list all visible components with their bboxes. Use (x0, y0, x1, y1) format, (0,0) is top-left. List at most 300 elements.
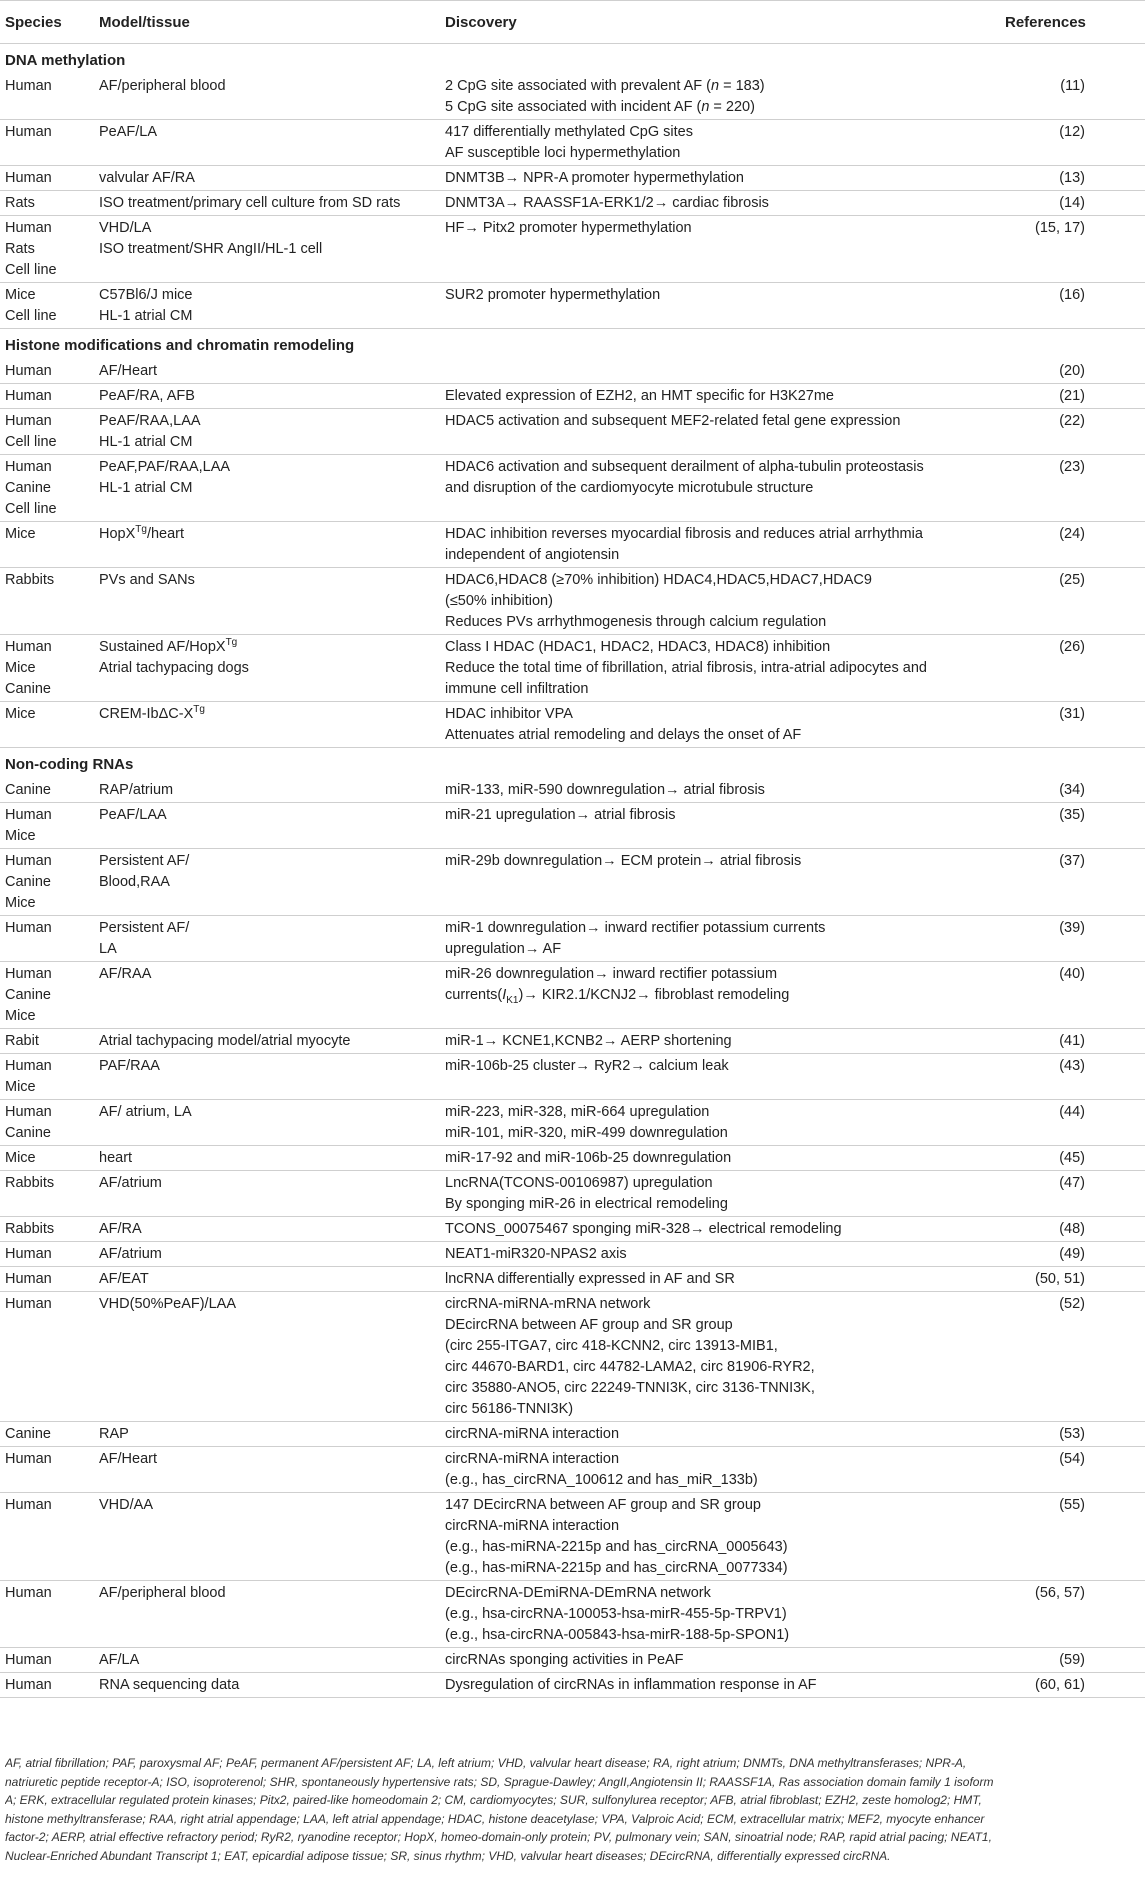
cell-species (0, 778, 94, 803)
table-row (0, 409, 1145, 455)
cell-discovery-line: immune cell infiltration (445, 681, 589, 697)
cell-model-line: AF/peripheral blood (99, 78, 226, 94)
cell-model (94, 1673, 440, 1698)
cell-references-line: (47) (1059, 1175, 1085, 1191)
cell-model-line: VHD(50%PeAF)/LAA (99, 1296, 236, 1312)
cell-discovery-line: 5 CpG site associated with incident AF (n = 220) (445, 99, 755, 115)
cell-references (1000, 568, 1145, 635)
cell-species-line: Human (5, 220, 52, 236)
cell-species-line: Human (5, 170, 52, 186)
cell-species-line: Cell line (5, 262, 57, 278)
cell-discovery (440, 1146, 1000, 1171)
cell-discovery (440, 359, 1000, 384)
cell-model-line: VHD/LA (99, 220, 152, 236)
cell-references-line: (55) (1059, 1497, 1085, 1513)
cell-species-line: Human (5, 1585, 52, 1601)
cell-model-line: PeAF/RA, AFB (99, 388, 195, 404)
cell-model-line: AF/atrium (99, 1246, 162, 1262)
cell-references (1000, 849, 1145, 916)
cell-references (1000, 1292, 1145, 1422)
cell-discovery (440, 1447, 1000, 1493)
cell-species (0, 1029, 94, 1054)
cell-references (1000, 384, 1145, 409)
section-header (0, 748, 1145, 779)
cell-discovery (440, 409, 1000, 455)
cell-species (0, 455, 94, 522)
cell-references (1000, 283, 1145, 329)
cell-references (1000, 191, 1145, 216)
cell-model-line: PeAF/LAA (99, 807, 167, 823)
cell-model (94, 191, 440, 216)
cell-references-line: (40) (1059, 966, 1085, 982)
cell-species-line: Rabbits (5, 572, 55, 588)
cell-discovery-line: miR-21 upregulation→ atrial fibrosis (445, 807, 676, 823)
cell-model-line: Sustained AF/HopX$^{Tg}$ (99, 637, 238, 655)
cell-references-line: (22) (1059, 413, 1085, 429)
cell-discovery-line: (e.g., hsa-circRNA-100053-hsa-mirR-455-5p-TRPV1) (445, 1606, 787, 1622)
cell-model-line: PAF/RAA (99, 1058, 160, 1074)
cell-discovery (440, 1100, 1000, 1146)
cell-model (94, 916, 440, 962)
cell-model-line: PeAF,PAF/RAA,LAA (99, 459, 231, 475)
cell-references-line: (16) (1059, 287, 1085, 303)
cell-discovery-line: (e.g., hsa-circRNA-005843-hsa-mirR-188-5p-SPON1) (445, 1627, 790, 1643)
cell-discovery (440, 1267, 1000, 1292)
cell-discovery-line: Reduce the total time of fibrillation, atrial fibrosis, intra-atrial adipocytes and (445, 660, 927, 676)
cell-species-line: Human (5, 1451, 52, 1467)
cell-references (1000, 359, 1145, 384)
cell-references-line: (56, 57) (1035, 1585, 1085, 1601)
table-row (0, 1242, 1145, 1267)
cell-model-line: PVs and SANs (99, 572, 195, 588)
cell-references (1000, 803, 1145, 849)
cell-references-line: (44) (1059, 1104, 1085, 1120)
cell-species (0, 1673, 94, 1698)
cell-model (94, 1292, 440, 1422)
cell-species (0, 568, 94, 635)
cell-model-line: ISO treatment/primary cell culture from SD rats (99, 195, 401, 211)
cell-species-line: Cell line (5, 501, 57, 517)
cell-species-line: Cell line (5, 434, 57, 450)
cell-model-line: valvular AF/RA (99, 170, 195, 186)
cell-model (94, 849, 440, 916)
cell-discovery-line: circRNA-miRNA interaction (445, 1451, 620, 1467)
table-row (0, 74, 1145, 120)
cell-references (1000, 1029, 1145, 1054)
cell-species-line: Mice (5, 287, 36, 303)
cell-discovery-line: AF susceptible loci hypermethylation (445, 145, 681, 161)
table-row (0, 120, 1145, 166)
cell-discovery (440, 166, 1000, 191)
footnote-line: factor-2; AERP, atrial effective refractory period; RyR2, ryanodine receptor; HopX, homeo-domain-only protein; PV, pulmonary vein; SAN, sinoatrial node; RAP, rapid atrial pacing; NEAT1, (5, 1830, 992, 1844)
cell-references-line: (48) (1059, 1221, 1085, 1237)
cell-discovery (440, 1493, 1000, 1581)
cell-model-line: RAP/atrium (99, 782, 174, 798)
cell-references-line: (52) (1059, 1296, 1085, 1312)
cell-species-line: Human (5, 1271, 52, 1287)
cell-species-line: Human (5, 1677, 52, 1693)
cell-discovery-line: circRNAs sponging activities in PeAF (445, 1652, 684, 1668)
cell-species (0, 1292, 94, 1422)
cell-model-line: PeAF/RAA,LAA (99, 413, 201, 429)
cell-species (0, 803, 94, 849)
cell-discovery (440, 1242, 1000, 1267)
table-row (0, 1292, 1145, 1422)
cell-model-line: LA (99, 941, 117, 957)
cell-references-line: (11) (1060, 78, 1085, 94)
cell-discovery-line: miR-1→ KCNE1,KCNB2→ AERP shortening (445, 1033, 732, 1049)
cell-discovery-line: (circ 255-ITGA7, circ 418-KCNN2, circ 13913-MIB1, (445, 1338, 778, 1354)
cell-discovery-line: 2 CpG site associated with prevalent AF (n = 183) (445, 78, 765, 94)
cell-model-line: HL-1 atrial CM (99, 308, 193, 324)
cell-species-line: Human (5, 124, 52, 140)
table-row (0, 962, 1145, 1029)
table-row (0, 1648, 1145, 1673)
cell-species-line: Human (5, 1246, 52, 1262)
cell-species (0, 1267, 94, 1292)
cell-species (0, 1146, 94, 1171)
cell-model-line: Blood,RAA (99, 874, 170, 890)
footnote-line: AF, atrial fibrillation; PAF, paroxysmal AF; PeAF, permanent AF/persistent AF; LA, left atrium; VHD, valvular heart disease; RA, right atrium; DNMTs, DNA methyltransferases; NPR-A, (5, 1756, 967, 1770)
cell-species-line: Mice (5, 1150, 36, 1166)
cell-model (94, 1146, 440, 1171)
footnote-line: Nuclear-Enriched Abundant Transcript 1; EAT, epicardial adipose tissue; SR, sinus rhythm; VHD, valvular heart diseases; DEcircRNA, differentially expressed circRNA. (5, 1848, 891, 1863)
cell-species-line: Human (5, 388, 52, 404)
cell-discovery (440, 916, 1000, 962)
table-row (0, 1581, 1145, 1648)
cell-species-line: Mice (5, 526, 36, 542)
cell-model-line: Persistent AF/ (99, 853, 190, 869)
cell-references (1000, 166, 1145, 191)
cell-discovery (440, 568, 1000, 635)
cell-discovery (440, 283, 1000, 329)
cell-model (94, 409, 440, 455)
cell-model (94, 702, 440, 748)
cell-discovery-line: miR-133, miR-590 downregulation→ atrial fibrosis (445, 782, 765, 798)
cell-model-line: Atrial tachypacing model/atrial myocyte (99, 1033, 351, 1049)
cell-species-line: Rabbits (5, 1175, 55, 1191)
footnote-line: A; ERK, extracellular regulated protein kinases; Pitx2, paired-like homeodomain 2; CM, cardiomyocytes; SUR, sulfonylurea receptor; AFB, atrial fibroblast; EZH2, zeste homolog2; HMT, (5, 1793, 982, 1807)
cell-discovery-line: circ 44670-BARD1, circ 44782-LAMA2, circ 81906-RYR2, (445, 1359, 815, 1375)
cell-model (94, 1029, 440, 1054)
cell-references (1000, 916, 1145, 962)
cell-references (1000, 635, 1145, 702)
cell-references (1000, 1267, 1145, 1292)
table-row (0, 1146, 1145, 1171)
cell-references-line: (41) (1059, 1033, 1085, 1049)
cell-model-line: AF/Heart (99, 1451, 158, 1467)
cell-species-line: Canine (5, 782, 51, 798)
cell-discovery-line: HDAC5 activation and subsequent MEF2-related fetal gene expression (445, 413, 901, 429)
cell-discovery-line: independent of angiotensin (445, 547, 620, 563)
cell-species-line: Human (5, 1104, 52, 1120)
footnote-line: histone methyltransferase; RAA, right atrial appendage; LAA, left atrial appendage; HDAC, histone deacetylase; VPA, Valproic Acid; ECM, extracellular matrix; MEF2, myocyte enhancer (5, 1811, 985, 1826)
cell-discovery-line: (e.g., has_circRNA_100612 and has_miR_133b) (445, 1472, 758, 1488)
header-discovery: Discovery (440, 1, 1000, 44)
cell-references (1000, 962, 1145, 1029)
cell-references-line: (54) (1059, 1451, 1085, 1467)
table-row (0, 1447, 1145, 1493)
cell-references (1000, 1447, 1145, 1493)
cell-discovery-line: circRNA-miRNA interaction (445, 1518, 620, 1534)
cell-references-line: (24) (1059, 526, 1085, 542)
cell-model (94, 1217, 440, 1242)
cell-model-line: C57Bl6/J mice (99, 287, 193, 303)
cell-species-line: Human (5, 1058, 52, 1074)
cell-references-line: (39) (1059, 920, 1085, 936)
cell-references-line: (26) (1059, 639, 1085, 655)
cell-discovery (440, 635, 1000, 702)
cell-model-line: RAP (99, 1426, 129, 1442)
cell-discovery-line: upregulation→ AF (445, 941, 562, 957)
table-row (0, 1100, 1145, 1146)
cell-species (0, 191, 94, 216)
cell-references (1000, 522, 1145, 568)
cell-species (0, 1054, 94, 1100)
cell-discovery (440, 778, 1000, 803)
cell-model-line: AF/RAA (99, 966, 152, 982)
table-row (0, 702, 1145, 748)
cell-discovery-line: LncRNA(TCONS-00106987) upregulation (445, 1175, 713, 1191)
cell-species (0, 74, 94, 120)
cell-discovery (440, 191, 1000, 216)
cell-references-line: (15, 17) (1035, 220, 1085, 236)
cell-discovery-line: NEAT1-miR320-NPAS2 axis (445, 1246, 627, 1262)
cell-model (94, 1493, 440, 1581)
cell-model (94, 1100, 440, 1146)
cell-species (0, 216, 94, 283)
cell-discovery-line: $currents(I_{K1})\to$ KIR2.1/KCNJ2→ fibroblast remodeling (445, 987, 790, 1006)
cell-species-line: Rats (5, 241, 35, 257)
cell-model (94, 1054, 440, 1100)
cell-model-line: heart (99, 1150, 133, 1166)
table-row (0, 1493, 1145, 1581)
cell-discovery (440, 522, 1000, 568)
cell-model-line: AF/Heart (99, 363, 158, 379)
cell-references-line: (21) (1059, 388, 1085, 404)
cell-species-line: Rabit (5, 1033, 39, 1049)
cell-discovery-line: lncRNA differentially expressed in AF and SR (445, 1271, 735, 1287)
header-species: Species (0, 1, 94, 44)
cell-references (1000, 1146, 1145, 1171)
cell-species-line: Mice (5, 706, 36, 722)
table-row (0, 1029, 1145, 1054)
cell-model-line: RNA sequencing data (99, 1677, 240, 1693)
cell-species (0, 522, 94, 568)
section-header (0, 44, 1145, 75)
cell-references-line: (12) (1059, 124, 1085, 140)
cell-references-line: (14) (1059, 195, 1085, 211)
cell-species-line: Rabbits (5, 1221, 55, 1237)
cell-discovery-line: Attenuates atrial remodeling and delays the onset of AF (445, 727, 802, 743)
table-row (0, 216, 1145, 283)
cell-discovery (440, 1422, 1000, 1447)
cell-species-line: Human (5, 639, 52, 655)
cell-discovery (440, 1029, 1000, 1054)
cell-discovery-line: DEcircRNA between AF group and SR group (445, 1317, 733, 1333)
cell-references-line: (23) (1059, 459, 1085, 475)
cell-model (94, 1171, 440, 1217)
cell-model (94, 522, 440, 568)
cell-discovery-line (445, 361, 994, 382)
cell-references (1000, 120, 1145, 166)
cell-model-line: HopX$^{Tg}$/heart (99, 524, 185, 542)
cell-species-line: Canine (5, 681, 51, 697)
cell-references (1000, 409, 1145, 455)
section-title: DNA methylation (5, 52, 126, 69)
cell-references (1000, 1581, 1145, 1648)
cell-model (94, 216, 440, 283)
table-row (0, 359, 1145, 384)
cell-model-line: HL-1 atrial CM (99, 480, 193, 496)
cell-references (1000, 702, 1145, 748)
cell-species-line: Human (5, 1497, 52, 1513)
cell-model-line: CREM-$Ib\Delta C-X^{Tg}$ (99, 704, 205, 722)
cell-species-line: Mice (5, 828, 36, 844)
cell-discovery-line: HDAC inhibition reverses myocardial fibrosis and reduces atrial arrhythmia (445, 526, 923, 542)
cell-model (94, 962, 440, 1029)
table-row (0, 1422, 1145, 1447)
cell-model (94, 120, 440, 166)
cell-discovery-line: By sponging miR-26 in electrical remodeling (445, 1196, 728, 1212)
cell-discovery (440, 1292, 1000, 1422)
cell-discovery-line: HDAC6 activation and subsequent derailment of alpha-tubulin proteostasis (445, 459, 924, 475)
table-row (0, 522, 1145, 568)
section-title: Non-coding RNAs (5, 756, 134, 773)
header-model: Model/tissue (94, 1, 440, 44)
cell-species (0, 1648, 94, 1673)
cell-discovery-line: HF→ Pitx2 promoter hypermethylation (445, 220, 692, 236)
cell-discovery-line: circRNA-miRNA interaction (445, 1426, 620, 1442)
cell-references (1000, 1100, 1145, 1146)
cell-references (1000, 1493, 1145, 1581)
cell-species-line: Mice (5, 1079, 36, 1095)
cell-references-line: (53) (1059, 1426, 1085, 1442)
cell-species-line: Canine (5, 1125, 51, 1141)
table-body (0, 44, 1145, 1698)
table-row (0, 1267, 1145, 1292)
table-row (0, 635, 1145, 702)
cell-model (94, 1242, 440, 1267)
cell-discovery-line: (e.g., has-miRNA-2215p and has_circRNA_0005643) (445, 1539, 788, 1555)
cell-model-line: AF/LA (99, 1652, 140, 1668)
cell-model-line: ISO treatment/SHR AngII/HL-1 cell (99, 241, 323, 257)
table-row (0, 568, 1145, 635)
cell-discovery (440, 803, 1000, 849)
cell-species-line: Human (5, 853, 52, 869)
cell-references-line: (59) (1059, 1652, 1085, 1668)
cell-discovery-line: Elevated expression of EZH2, an HMT specific for H3K27me (445, 388, 834, 404)
cell-discovery-line: 417 differentially methylated CpG sites (445, 124, 693, 140)
cell-discovery (440, 1217, 1000, 1242)
cell-species (0, 849, 94, 916)
cell-species (0, 359, 94, 384)
cell-discovery-line: Reduces PVs arrhythmogenesis through calcium regulation (445, 614, 827, 630)
cell-model (94, 778, 440, 803)
cell-species (0, 962, 94, 1029)
cell-species-line: Human (5, 78, 52, 94)
cell-model-line (99, 260, 434, 281)
cell-model-line: HL-1 atrial CM (99, 434, 193, 450)
cell-references (1000, 778, 1145, 803)
cell-species-line: Human (5, 807, 52, 823)
cell-references-line: (37) (1059, 853, 1085, 869)
cell-model-line: AF/atrium (99, 1175, 162, 1191)
cell-discovery (440, 74, 1000, 120)
cell-discovery-line: miR-101, miR-320, miR-499 downregulation (445, 1125, 728, 1141)
cell-discovery-line: miR-223, miR-328, miR-664 upregulation (445, 1104, 710, 1120)
cell-discovery-line: 147 DEcircRNA between AF group and SR group (445, 1497, 761, 1513)
cell-species-line: Canine (5, 480, 51, 496)
cell-model-line: AF/peripheral blood (99, 1585, 226, 1601)
table-row (0, 778, 1145, 803)
cell-species (0, 1447, 94, 1493)
table-row (0, 384, 1145, 409)
cell-references (1000, 1054, 1145, 1100)
cell-references-line: (45) (1059, 1150, 1085, 1166)
cell-species-line: Mice (5, 895, 36, 911)
cell-species (0, 1217, 94, 1242)
cell-discovery-line: miR-29b downregulation→ ECM protein→ atrial fibrosis (445, 853, 802, 869)
cell-discovery-line: SUR2 promoter hypermethylation (445, 287, 661, 303)
cell-species (0, 166, 94, 191)
table-row (0, 166, 1145, 191)
cell-species (0, 1242, 94, 1267)
cell-species-line: Rats (5, 195, 35, 211)
cell-discovery (440, 120, 1000, 166)
cell-species (0, 1100, 94, 1146)
cell-discovery (440, 849, 1000, 916)
table-row (0, 916, 1145, 962)
cell-model-line: AF/RA (99, 1221, 142, 1237)
cell-model-line: VHD/AA (99, 1497, 153, 1513)
cell-references-line: (34) (1059, 782, 1085, 798)
table-header (0, 1, 1145, 44)
cell-references (1000, 1171, 1145, 1217)
cell-discovery-line: DEcircRNA-DEmiRNA-DEmRNA network (445, 1585, 711, 1601)
cell-species-line: Human (5, 413, 52, 429)
table-row (0, 283, 1145, 329)
cell-model (94, 1447, 440, 1493)
cell-model (94, 803, 440, 849)
cell-references (1000, 216, 1145, 283)
table-row (0, 191, 1145, 216)
cell-species (0, 635, 94, 702)
cell-species-line: Canine (5, 1426, 51, 1442)
cell-model (94, 283, 440, 329)
cell-species (0, 1171, 94, 1217)
table-row (0, 1217, 1145, 1242)
cell-species-line: Human (5, 966, 52, 982)
cell-discovery (440, 1171, 1000, 1217)
cell-species-line: Human (5, 1296, 52, 1312)
cell-species-line: Mice (5, 1008, 36, 1024)
cell-references-line: (20) (1059, 363, 1085, 379)
cell-species-line: Human (5, 1652, 52, 1668)
cell-discovery (440, 384, 1000, 409)
cell-model (94, 1648, 440, 1673)
cell-discovery-line: Class I HDAC (HDAC1, HDAC2, HDAC3, HDAC8) inhibition (445, 639, 831, 655)
cell-discovery-line: HDAC inhibitor VPA (445, 706, 573, 722)
cell-references (1000, 74, 1145, 120)
cell-references-line: (13) (1059, 170, 1085, 186)
cell-discovery (440, 702, 1000, 748)
cell-references-line: (49) (1059, 1246, 1085, 1262)
cell-discovery (440, 455, 1000, 522)
cell-model (94, 1581, 440, 1648)
cell-discovery (440, 1673, 1000, 1698)
cell-species (0, 1422, 94, 1447)
